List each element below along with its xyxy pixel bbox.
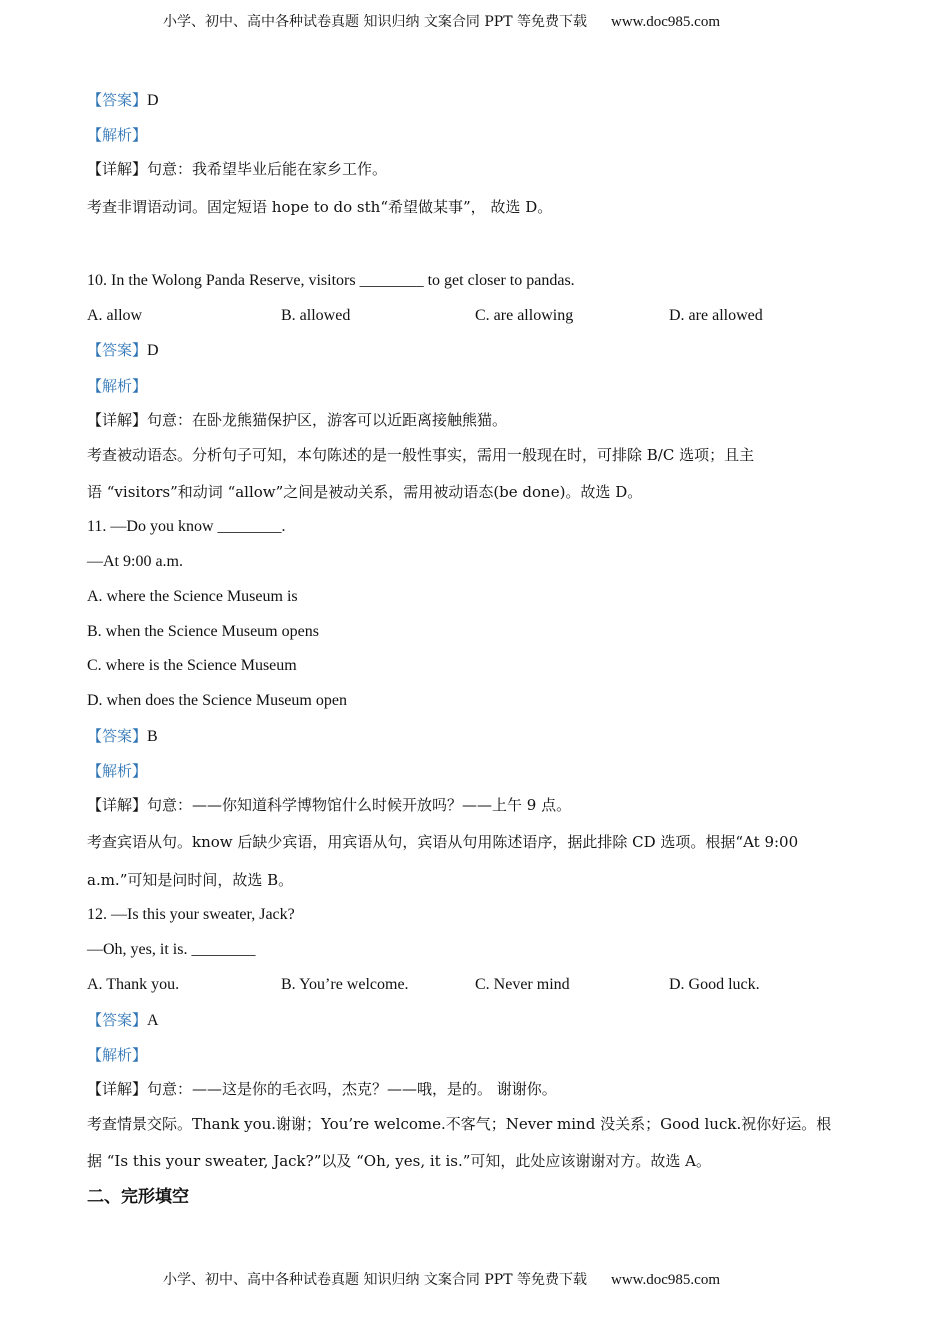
footer-text: 小学、初中、高中各种试卷真题 知识归纳 文案合同 PPT 等免费下载 xyxy=(163,1272,587,1288)
q11-answer xyxy=(87,726,158,747)
q11-question: 11. —Do you know ________. xyxy=(87,518,286,535)
answer-label: 【答案】 xyxy=(87,1011,148,1029)
q9-answer xyxy=(87,90,159,111)
page-footer xyxy=(163,1270,720,1290)
q11-analysis-label: 【解析】 xyxy=(87,762,148,780)
answer-value: B xyxy=(147,728,158,745)
q10-option-a: A. allow xyxy=(87,307,143,324)
q10-analysis-label: 【解析】 xyxy=(87,377,148,395)
q11-explain-1: 考查宾语从句。know 后缺少宾语，用宾语从句，宾语从句用陈述语序，据此排除 CD 选项。根据“At 9:00 xyxy=(87,833,799,851)
q11-option-c: C. where is the Science Museum xyxy=(87,657,297,674)
q12-explain-2: 据 “Is this your sweater, Jack?”以及 “Oh, yes, it is.”可知，此处应该谢谢对方。故选 A。 xyxy=(87,1152,712,1170)
q12-option-b: B. You’re welcome. xyxy=(281,976,409,993)
footer-url: www.doc985.com xyxy=(610,1272,720,1288)
answer-value: A xyxy=(147,1012,159,1029)
answer-label: 【答案】 xyxy=(87,341,148,359)
q9-analysis-label: 【解析】 xyxy=(87,126,148,144)
q12-option-d: D. Good luck. xyxy=(669,976,760,993)
q12-explain-1: 考查情景交际。Thank you.谢谢；You’re welcome.不客气；Never mind 没关系；Good luck.祝你好运。根 xyxy=(87,1115,832,1133)
q10-answer xyxy=(87,340,159,361)
q9-detail: 【详解】句意：我希望毕业后能在家乡工作。 xyxy=(87,160,388,178)
q11-option-a: A. where the Science Museum is xyxy=(87,588,298,605)
q9-explain: 考查非谓语动词。固定短语 hope to do sth“希望做某事”， 故选 D。 xyxy=(87,198,553,216)
q10-explain-2: 语 “visitors”和动词 “allow”之间是被动关系，需用被动语态(be done)。故选 D。 xyxy=(87,483,643,501)
q11-option-d: D. when does the Science Museum open xyxy=(87,692,347,709)
q12-option-a: A. Thank you. xyxy=(87,976,180,993)
q11-option-b: B. when the Science Museum opens xyxy=(87,623,319,640)
q12-detail: 【详解】句意：——这是你的毛衣吗，杰克？——哦，是的。 谢谢你。 xyxy=(87,1080,557,1098)
answer-label: 【答案】 xyxy=(87,91,148,109)
q11-explain-2: a.m.”可知是问时间，故选 B。 xyxy=(87,871,294,889)
page-header xyxy=(163,12,720,32)
q12-analysis-label: 【解析】 xyxy=(87,1046,148,1064)
q10-option-b: B. allowed xyxy=(281,307,351,324)
q12-reply: —Oh, yes, it is. ________ xyxy=(87,941,256,958)
q10-option-d: D. are allowed xyxy=(669,307,763,324)
q10-option-c: C. are allowing xyxy=(475,307,574,324)
answer-value: D xyxy=(147,92,159,109)
section-heading: 二、完形填空 xyxy=(87,1187,189,1207)
q10-detail: 【详解】句意：在卧龙熊猫保护区，游客可以近距离接触熊猫。 xyxy=(87,411,508,429)
answer-value: D xyxy=(147,342,159,359)
q12-option-c: C. Never mind xyxy=(475,976,570,993)
header-url: www.doc985.com xyxy=(610,14,720,30)
header-text: 小学、初中、高中各种试卷真题 知识归纳 文案合同 PPT 等免费下载 xyxy=(163,14,587,30)
q11-detail: 【详解】句意：——你知道科学博物馆什么时候开放吗？——上午 9 点。 xyxy=(87,796,572,814)
q12-question: 12. —Is this your sweater, Jack? xyxy=(87,906,295,923)
q12-answer xyxy=(87,1010,159,1031)
answer-label: 【答案】 xyxy=(87,727,148,745)
q10-question: 10. In the Wolong Panda Reserve, visitors ________ to get closer to pandas. xyxy=(87,272,575,289)
q10-explain-1: 考查被动语态。分析句子可知，本句陈述的是一般性事实，需用一般现在时，可排除 B/C 选项；且主 xyxy=(87,446,755,464)
q11-reply: —At 9:00 a.m. xyxy=(87,553,183,570)
